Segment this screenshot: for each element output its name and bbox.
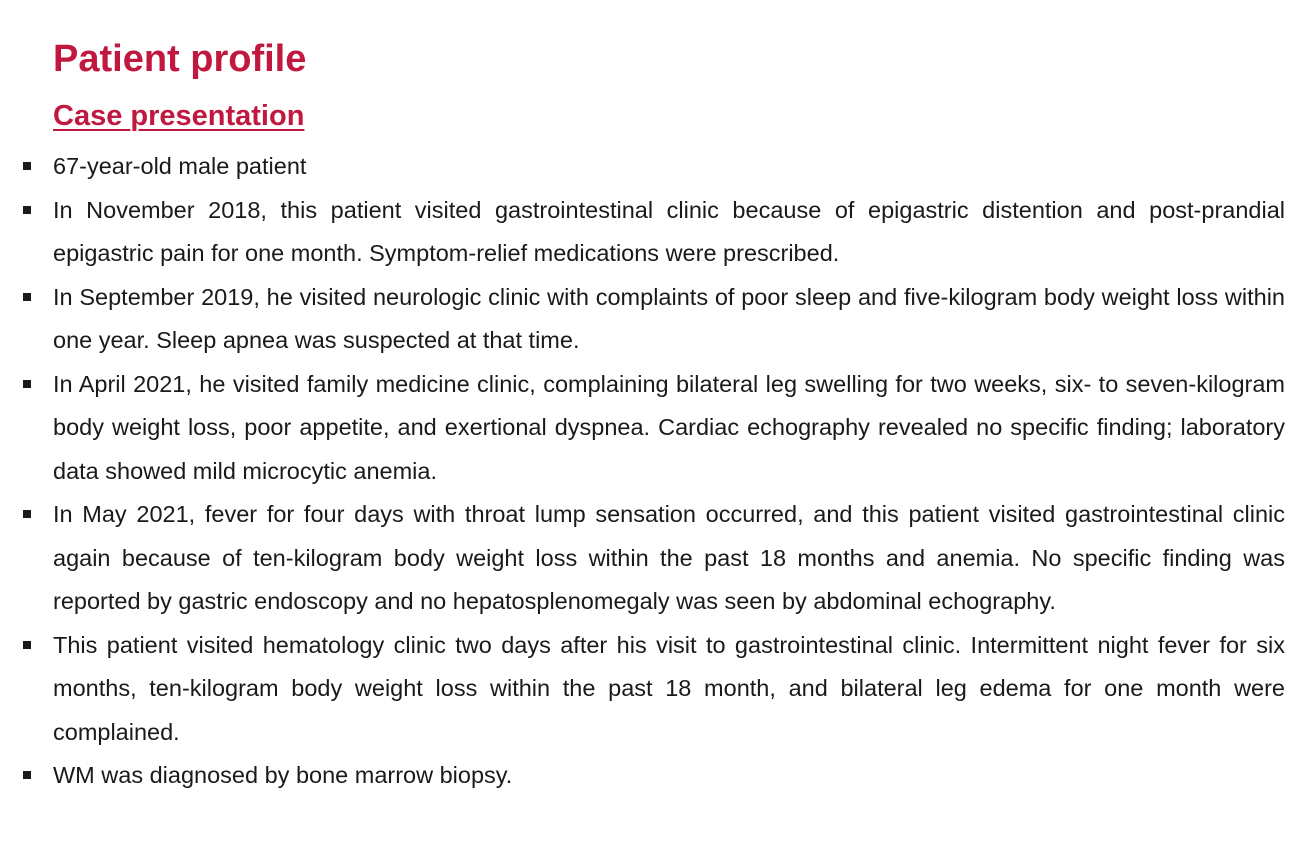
list-item-text: In September 2019, he visited neurologic clinic with complaints of poor sleep and five-kilogram body weight loss within one year. Sleep apnea was suspected at that time. xyxy=(53,283,1285,353)
bullet-list xyxy=(0,145,1312,798)
list-item-text: WM was diagnosed by bone marrow biopsy. xyxy=(53,762,513,788)
square-bullet-icon xyxy=(23,293,31,301)
square-bullet-icon xyxy=(23,771,31,779)
list-item xyxy=(0,189,1285,276)
section-subtitle: Case presentation xyxy=(53,100,305,132)
list-item-text: This patient visited hematology clinic two days after his visit to gastrointestinal clinic. Intermittent night fever for six months, ten-kilogram body weight loss within the past 18 month, and bilateral leg edema for one month were complained. xyxy=(53,631,1285,745)
list-item-text: 67-year-old male patient xyxy=(53,153,307,179)
list-item xyxy=(0,624,1285,755)
square-bullet-icon xyxy=(23,641,31,649)
square-bullet-icon xyxy=(23,380,31,388)
square-bullet-icon xyxy=(23,206,31,214)
page-title: Patient profile xyxy=(53,38,307,80)
square-bullet-icon xyxy=(23,162,31,170)
list-item-text: In May 2021, fever for four days with throat lump sensation occurred, and this patient visited gastrointestinal clinic again because of ten-kilogram body weight loss within the past 18 months and anemia. No specific finding was reported by gastric endoscopy and no hepatosplenomegaly was seen by abdominal echography. xyxy=(53,501,1285,614)
list-item xyxy=(0,493,1285,624)
list-item xyxy=(0,754,1285,798)
list-item xyxy=(0,145,1285,189)
square-bullet-icon xyxy=(23,510,31,518)
list-item xyxy=(0,363,1285,494)
list-item-text: In November 2018, this patient visited gastrointestinal clinic because of epigastric distention and post-prandial epigastric pain for one month. Symptom-relief medications were prescribed. xyxy=(53,196,1285,266)
list-item xyxy=(0,276,1285,363)
list-item-text: In April 2021, he visited family medicine clinic, complaining bilateral leg swelling for two weeks, six- to seven-kilogram body weight loss, poor appetite, and exertional dyspnea. Cardiac echography revealed no specific finding; laboratory data showed mild microcytic anemia. xyxy=(53,370,1285,484)
